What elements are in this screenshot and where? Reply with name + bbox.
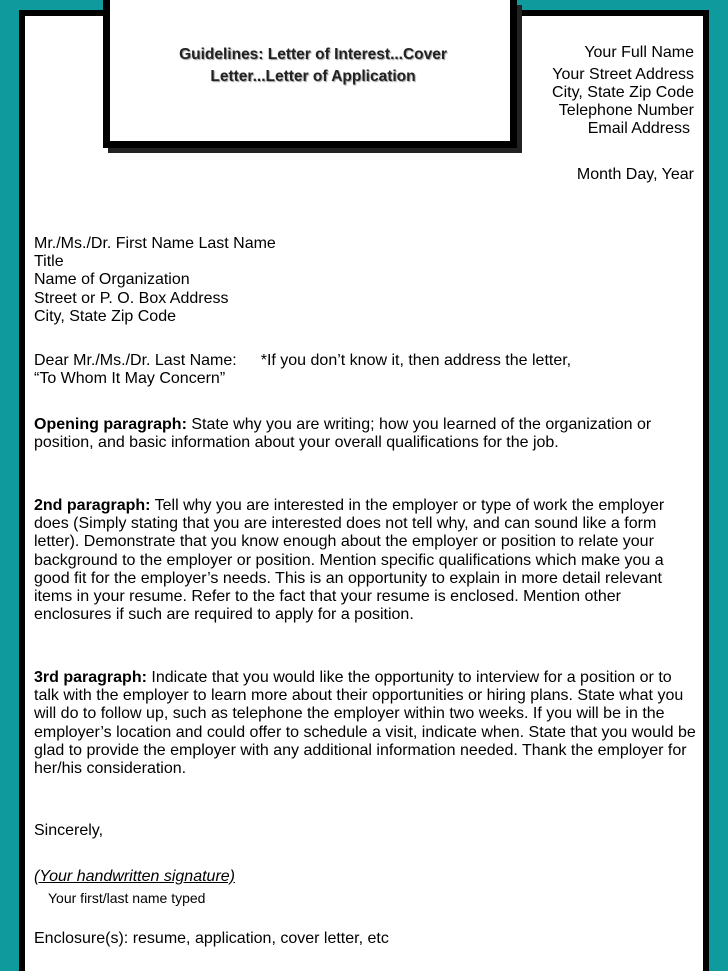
third-paragraph-label: 3rd paragraph: <box>34 669 147 686</box>
typed-name: Your first/last name typed <box>48 890 206 906</box>
salutation-note: *If you don’t know it, then address the letter, <box>260 352 572 369</box>
salutation-text: Dear Mr./Ms./Dr. Last Name: <box>34 352 237 369</box>
opening-paragraph <box>34 416 696 452</box>
page-title: Guidelines: Letter of Interest...Cover Letter...Letter of Application <box>179 46 447 85</box>
recipient-organization: Name of Organization <box>34 271 190 289</box>
sender-phone: Telephone Number <box>558 102 694 119</box>
third-paragraph <box>34 669 696 778</box>
third-paragraph-text: Indicate that you would like the opportunity to interview for a position or to talk with the employer to learn more about their opportunities or hiring plans. State what you will do to follow up, such as telephone the employer within two weeks. If you will be in the employer’s location and could offer to schedule a visit, indicate when. State that you would be glad to provide the employer with any additional information needed. Thank the employer for her/his consideration. <box>34 669 696 778</box>
sender-email: Email Address <box>587 120 690 137</box>
second-paragraph-label: 2nd paragraph: <box>34 497 151 514</box>
sender-street: Your Street Address <box>552 66 694 83</box>
recipient-title: Title <box>34 253 64 271</box>
salutation <box>34 352 696 388</box>
enclosures: Enclosure(s): resume, application, cover letter, etc <box>34 930 389 947</box>
closing-sincerely: Sincerely, <box>34 822 104 839</box>
recipient-city: City, State Zip Code <box>34 307 176 325</box>
second-paragraph-text: Tell why you are interested in the employer or type of work the employer does (Simply stating that you are interested does not tell why, and can sound like a form letter). Demonstrate that you know enough about the employer or position to relate your background to the employer or position. Mention specific qualifications which make you a good fit for the employer’s needs. This is an opportunity to explain in more detail relevant items in your resume. Refer to the fact that your resume is enclosed. Mention other enclosures if such are required to apply for a position. <box>34 497 665 624</box>
title-box <box>103 0 517 148</box>
letter-date: Month Day, Year <box>576 166 694 183</box>
recipient-name: Mr./Ms./Dr. First Name Last Name <box>34 235 276 252</box>
recipient-address <box>34 235 696 326</box>
signature-placeholder: (Your handwritten signature) <box>34 868 235 885</box>
sender-city: City, State Zip Code <box>552 84 694 101</box>
sender-name: Your Full Name <box>584 44 694 61</box>
opening-paragraph-label: Opening paragraph: <box>34 416 187 433</box>
recipient-street: Street or P. O. Box Address <box>34 289 229 307</box>
opening-paragraph-text: State why you are writing; how you learned of the organization or position, and basic information about your overall qualifications for the job. <box>34 416 652 452</box>
salutation-note-line2: “To Whom It May Concern” <box>34 370 226 388</box>
second-paragraph <box>34 497 696 624</box>
